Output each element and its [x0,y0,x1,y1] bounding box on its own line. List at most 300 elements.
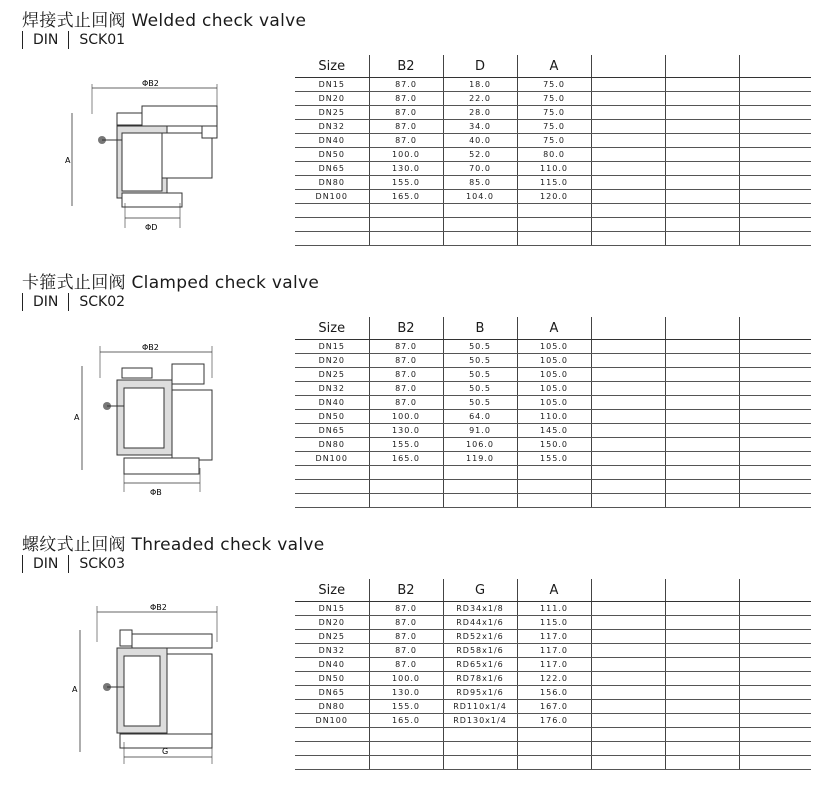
table-cell: RD44x1/6 [443,616,517,630]
table-cell: DN25 [295,630,369,644]
table-cell: DN25 [295,106,369,120]
table-cell [591,204,665,218]
table-cell: DN80 [295,700,369,714]
section-subtitle [22,554,135,574]
table-cell: DN100 [295,452,369,466]
table-cell: RD130x1/4 [443,714,517,728]
col-header [739,317,811,340]
table-cell [665,756,739,770]
table-cell [665,368,739,382]
table-row [295,106,811,120]
table-cell [591,602,665,616]
section-clamped [0,262,827,524]
table-cell [739,756,811,770]
table-cell [739,232,811,246]
valve-drawing-threaded [62,602,230,768]
table-cell: RD52x1/6 [443,630,517,644]
dim-label-top: ΦB2 [150,603,167,612]
spec-table [295,579,811,770]
table-cell [443,742,517,756]
table-cell: 115.0 [517,616,591,630]
table-cell [739,190,811,204]
table-cell: RD78x1/6 [443,672,517,686]
section-title: 卡箍式止回阀 Clamped check valve [22,273,320,293]
table-cell: RD110x1/4 [443,700,517,714]
table-cell [739,480,811,494]
valve-svg [62,78,230,244]
table-cell [591,686,665,700]
table-cell: RD95x1/6 [443,686,517,700]
table-cell: 87.0 [369,658,443,672]
table-cell: 34.0 [443,120,517,134]
table-cell [591,644,665,658]
table-cell [739,162,811,176]
valve-svg [62,602,230,768]
table-cell [739,728,811,742]
table-row [295,438,811,452]
table-cell: 117.0 [517,630,591,644]
table-cell: 75.0 [517,78,591,92]
col-header: Size [295,55,369,78]
table-cell [665,134,739,148]
table-cell [739,700,811,714]
table-cell: 40.0 [443,134,517,148]
table-cell: 85.0 [443,176,517,190]
table-cell [739,424,811,438]
table-cell [295,756,369,770]
dim-label-top: ΦB2 [142,79,159,88]
table-row [295,354,811,368]
dim-label-bottom: ΦD [145,223,158,232]
table-cell [369,218,443,232]
table-cell: 87.0 [369,354,443,368]
col-header [591,579,665,602]
dim-label-bottom: G [162,747,169,756]
table-cell: 100.0 [369,148,443,162]
table-cell [369,480,443,494]
table-cell: 75.0 [517,106,591,120]
table-cell [665,218,739,232]
valve-drawing-clamped [62,340,230,506]
table-cell: 117.0 [517,644,591,658]
table-cell: 87.0 [369,134,443,148]
table-cell [665,424,739,438]
table-cell: DN100 [295,190,369,204]
table-cell [665,672,739,686]
table-cell [591,672,665,686]
table-cell: 105.0 [517,396,591,410]
table-cell [295,728,369,742]
table-cell [591,176,665,190]
table-cell [739,466,811,480]
table-row [295,396,811,410]
table-cell: 167.0 [517,700,591,714]
table-cell: 110.0 [517,162,591,176]
table-cell: DN15 [295,602,369,616]
table-cell [665,494,739,508]
table-cell [665,742,739,756]
table-cell [369,728,443,742]
table-cell: 155.0 [369,438,443,452]
table-cell [739,176,811,190]
table-cell: DN25 [295,368,369,382]
table-cell [443,728,517,742]
table-row [295,602,811,616]
table-cell: 119.0 [443,452,517,466]
table-cell [517,742,591,756]
table-row [295,672,811,686]
table-cell: DN20 [295,616,369,630]
table-cell [591,424,665,438]
table-cell [591,232,665,246]
table-cell [739,340,811,354]
table-cell: RD58x1/6 [443,644,517,658]
table-cell: 105.0 [517,368,591,382]
dim-label-bottom: ΦB [150,488,162,497]
table-cell [591,78,665,92]
table-header-row [295,579,811,602]
table-cell [591,630,665,644]
standard-label: DIN [33,556,59,572]
table-cell: DN15 [295,78,369,92]
table-cell [369,494,443,508]
table-cell: 120.0 [517,190,591,204]
standard-label: DIN [33,32,59,48]
table-cell [739,686,811,700]
table-cell: 156.0 [517,686,591,700]
table-cell: 105.0 [517,354,591,368]
product-code: SCK02 [79,294,126,310]
table-cell: 117.0 [517,658,591,672]
table-cell [665,162,739,176]
table-cell [591,92,665,106]
table-cell [591,728,665,742]
table-cell: 75.0 [517,120,591,134]
table-cell [517,232,591,246]
table-cell [443,204,517,218]
table-cell: DN65 [295,424,369,438]
table-cell [665,106,739,120]
table-cell: 18.0 [443,78,517,92]
table-cell [369,756,443,770]
table-cell: 80.0 [517,148,591,162]
table-cell: DN80 [295,176,369,190]
table-cell [665,480,739,494]
table-cell [739,382,811,396]
table-row [295,134,811,148]
table-cell [665,714,739,728]
table-cell: 87.0 [369,340,443,354]
table-cell [591,396,665,410]
table-cell [739,410,811,424]
table-cell: 87.0 [369,396,443,410]
col-header: A [517,579,591,602]
table-cell [369,232,443,246]
table-cell [591,438,665,452]
valve-drawing-welded [62,78,230,244]
table-cell: 87.0 [369,368,443,382]
table-cell: 50.5 [443,340,517,354]
table-cell: 50.5 [443,396,517,410]
table-cell: DN32 [295,120,369,134]
table-cell [591,410,665,424]
col-header: B [443,317,517,340]
table-cell [295,742,369,756]
table-row [295,644,811,658]
table-row-blank [295,232,811,246]
dim-label-side: A [65,156,71,165]
table-row [295,616,811,630]
table-cell [665,658,739,672]
table-cell: 115.0 [517,176,591,190]
table-cell: 91.0 [443,424,517,438]
dim-label-side: A [72,685,78,694]
table-cell [665,176,739,190]
valve-svg [62,340,230,506]
table-cell [591,494,665,508]
table-cell [665,354,739,368]
table-cell: RD34x1/8 [443,602,517,616]
table-cell [665,382,739,396]
table-cell: DN40 [295,658,369,672]
table-cell: 87.0 [369,382,443,396]
table-cell: 130.0 [369,162,443,176]
table-cell [517,494,591,508]
product-code: SCK01 [79,32,126,48]
dim-label-top: ΦB2 [142,343,159,352]
table-cell: DN32 [295,644,369,658]
table-cell [739,714,811,728]
table-cell [591,106,665,120]
table-cell [517,204,591,218]
table-cell [665,410,739,424]
table-cell: 50.5 [443,354,517,368]
spec-table [295,317,811,508]
table-row-blank [295,480,811,494]
table-cell: 28.0 [443,106,517,120]
table-cell: 87.0 [369,120,443,134]
table-cell [591,368,665,382]
section-threaded [0,524,827,786]
col-header [665,579,739,602]
table-row [295,700,811,714]
table-cell: 165.0 [369,714,443,728]
table-cell [665,644,739,658]
table-header-row [295,55,811,78]
section-subtitle [22,292,135,312]
table-cell [591,480,665,494]
table-row [295,452,811,466]
dim-label-side: A [74,413,80,422]
table-cell [517,480,591,494]
table-cell [665,728,739,742]
table-cell: 155.0 [517,452,591,466]
table-cell: 87.0 [369,92,443,106]
table-cell: 130.0 [369,424,443,438]
table-cell [665,148,739,162]
table-cell [443,756,517,770]
table-cell [517,756,591,770]
table-cell [591,700,665,714]
table-cell [665,466,739,480]
section-title: 螺纹式止回阀 Threaded check valve [22,535,325,555]
table-cell [369,742,443,756]
table-row [295,92,811,106]
table-cell [591,162,665,176]
table-cell: 130.0 [369,686,443,700]
col-header: D [443,55,517,78]
table-cell: DN20 [295,92,369,106]
table-cell [591,120,665,134]
col-header: B2 [369,579,443,602]
table-cell [665,190,739,204]
table-cell: DN50 [295,410,369,424]
col-header: B2 [369,317,443,340]
table-cell: DN50 [295,672,369,686]
table-cell: 111.0 [517,602,591,616]
table-cell: 87.0 [369,602,443,616]
col-header: A [517,317,591,340]
table-cell: DN65 [295,162,369,176]
table-row [295,686,811,700]
table-cell: 64.0 [443,410,517,424]
table-cell: 87.0 [369,106,443,120]
table-cell [517,218,591,232]
table-row [295,658,811,672]
table-cell [443,218,517,232]
table-cell [591,134,665,148]
table-row [295,162,811,176]
table-cell: 155.0 [369,700,443,714]
table-row [295,714,811,728]
table-cell: 155.0 [369,176,443,190]
table-cell [739,78,811,92]
section-title: 焊接式止回阀 Welded check valve [22,11,307,31]
table-cell [443,480,517,494]
table-cell [591,658,665,672]
table-cell [739,494,811,508]
table-cell [739,218,811,232]
col-header [739,55,811,78]
table-cell: RD65x1/6 [443,658,517,672]
table-cell [665,92,739,106]
table-cell [295,494,369,508]
table-cell: DN40 [295,134,369,148]
table-header-row [295,317,811,340]
table-row-blank [295,756,811,770]
table-cell [665,396,739,410]
table-cell: 105.0 [517,382,591,396]
table-cell [739,354,811,368]
col-header [591,317,665,340]
table-cell: 22.0 [443,92,517,106]
col-header: Size [295,579,369,602]
table-cell [591,714,665,728]
table-cell: 87.0 [369,630,443,644]
table-cell: 75.0 [517,134,591,148]
table-cell: 165.0 [369,452,443,466]
table-row [295,630,811,644]
table-cell: DN50 [295,148,369,162]
table-row-blank [295,742,811,756]
table-cell [665,700,739,714]
table-cell [295,480,369,494]
table-cell [591,466,665,480]
table-cell: 165.0 [369,190,443,204]
table-cell [591,218,665,232]
table-cell [739,92,811,106]
col-header [591,55,665,78]
table-cell [739,630,811,644]
table-row-blank [295,728,811,742]
spec-table [295,55,811,246]
table-cell: 87.0 [369,78,443,92]
table-cell: 104.0 [443,190,517,204]
table-cell: 50.5 [443,368,517,382]
table-cell [665,120,739,134]
table-row [295,424,811,438]
table-cell: 87.0 [369,616,443,630]
table-cell [739,644,811,658]
table-cell: 150.0 [517,438,591,452]
table-cell: DN40 [295,396,369,410]
section-subtitle [22,30,135,50]
col-header [665,317,739,340]
table-cell [517,728,591,742]
col-header: G [443,579,517,602]
table-row-blank [295,218,811,232]
table-cell [591,452,665,466]
table-cell [295,466,369,480]
table-row [295,368,811,382]
table-row [295,78,811,92]
col-header: B2 [369,55,443,78]
table-cell [591,742,665,756]
table-cell [591,190,665,204]
table-cell: DN20 [295,354,369,368]
table-cell [665,78,739,92]
col-header: A [517,55,591,78]
table-cell [369,466,443,480]
table-cell [739,134,811,148]
table-cell [443,232,517,246]
table-cell: 100.0 [369,410,443,424]
table-cell [739,672,811,686]
table-cell [739,658,811,672]
table-cell: DN80 [295,438,369,452]
table-cell [665,232,739,246]
table-cell: 145.0 [517,424,591,438]
table-cell: DN32 [295,382,369,396]
product-code: SCK03 [79,556,126,572]
table-cell [369,204,443,218]
table-row-blank [295,494,811,508]
table-row [295,120,811,134]
table-row [295,148,811,162]
table-row-blank [295,466,811,480]
table-cell: DN100 [295,714,369,728]
table-row-blank [295,204,811,218]
table-cell [591,382,665,396]
table-cell [739,120,811,134]
table-row [295,340,811,354]
table-cell [739,438,811,452]
table-cell [665,438,739,452]
table-cell [665,204,739,218]
table-cell [739,452,811,466]
table-cell: DN15 [295,340,369,354]
table-cell [591,340,665,354]
